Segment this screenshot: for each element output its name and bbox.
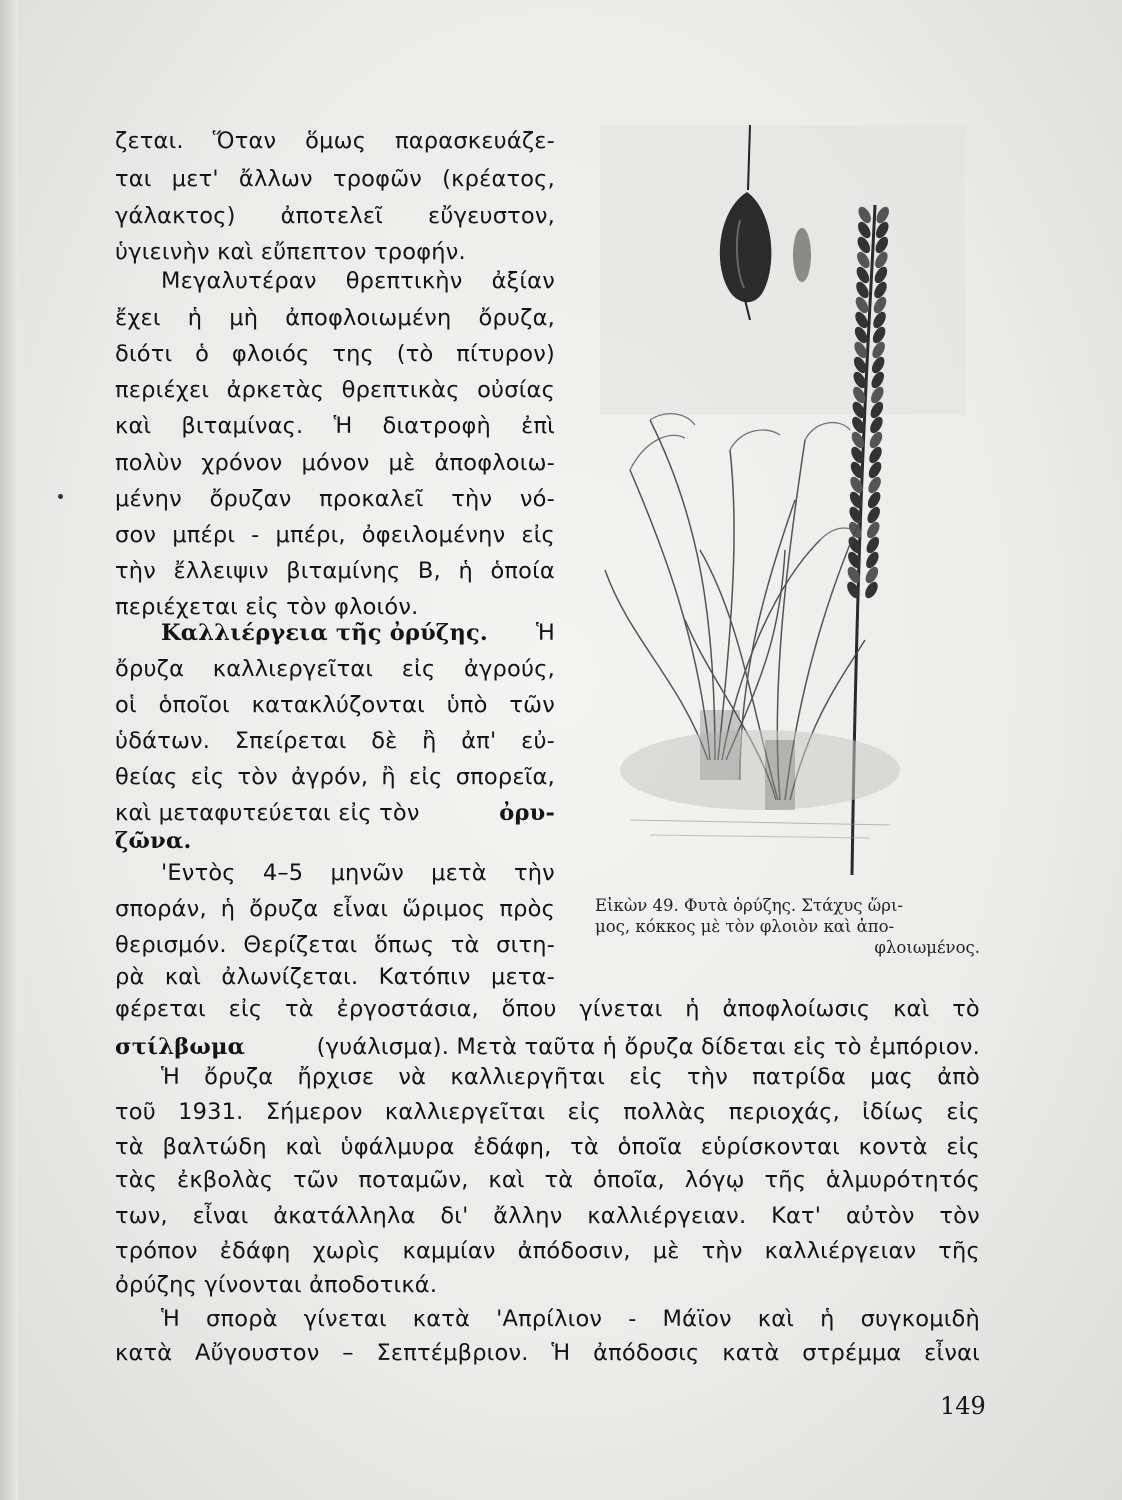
text-line: τὰς ἐκβολὰς τῶν ποταμῶν, καὶ τὰ ὁποῖα, λόγῳ τῆς ἁλμυρότητός [115, 1167, 980, 1193]
rice-ear-grain [863, 565, 881, 586]
section-heading-line [115, 620, 555, 646]
text-fragment: καὶ μεταφυτεύεται εἰς τὸν [115, 800, 420, 826]
bold-term: στίλβωμα [115, 1034, 246, 1060]
bold-term: ὀρυ- [499, 800, 555, 826]
text-line: Ἡ σπορὰ γίνεται κατὰ 'Απρίλιον - Μάϊον καὶ ἡ συγκομιδὴ [161, 1306, 980, 1332]
rice-ear-grain [867, 430, 885, 451]
text-line: ἔχει ἡ μὴ ἀποφλοιωμένη ὄρυζα, [115, 305, 555, 331]
text-line: ὑγιεινὴν καὶ εὔπεπτον τροφήν. [115, 239, 466, 265]
text-line: τοῦ 1931. Σήμερον καλλιεργεῖται εἰς πολλὰς περιοχάς, ἰδίως εἰς [115, 1099, 980, 1125]
text-line [115, 828, 192, 854]
text-fragment: Ἡ [536, 620, 555, 646]
text-line [115, 1034, 980, 1060]
rice-ear-grain [864, 520, 882, 541]
ink-speck [58, 494, 63, 499]
rice-ear-grain [866, 460, 884, 481]
page-number: 149 [940, 1392, 986, 1420]
figure-caption [595, 895, 980, 958]
rice-ear-grain [865, 490, 883, 511]
text-line: 'Εντὸς 4–5 μηνῶν μετὰ τὴν [161, 860, 555, 886]
text-line: των, εἶναι ἀκατάλληλα δι' ἄλλην καλλιέργειαν. Κατ' αὐτὸν τὸν [115, 1203, 980, 1229]
section-heading: Καλλιέργεια τῆς ὀρύζης. [161, 620, 488, 646]
rice-grain-hulled-icon [793, 228, 811, 282]
text-line: Μεγαλυτέραν θρεπτικὴν ἀξίαν [161, 268, 555, 294]
text-line: σποράν, ἡ ὄρυζα εἶναι ὥριμος πρὸς [115, 896, 555, 922]
caption-line: μος, κόκκος μὲ τὸν φλοιὸν καὶ ἀπο- [595, 917, 895, 936]
text-line: ὄρυζα καλλιεργεῖται εἰς ἀγρούς, [115, 656, 555, 682]
text-line: ὑδάτων. Σπείρεται δὲ ἢ ἀπ' εὐ- [115, 728, 555, 754]
rice-ear-grain [866, 475, 884, 496]
text-line: τὴν ἔλλειψιν βιταμίνης Β, ἡ ὁποία [115, 558, 555, 584]
text-line: μένην ὄρυζαν προκαλεῖ τὴν νό- [115, 486, 555, 512]
text-line: τὰ βαλτώδη καὶ ὑφάλμυρα ἐδάφη, τὰ ὁποῖα εὑρίσκονται κοντὰ εἰς [115, 1134, 980, 1160]
text-line: ζεται. Ὅταν ὅμως παρασκευάζε- [115, 128, 555, 154]
caption-line: φλοιωμένος. [874, 938, 980, 957]
rice-ear-grain [863, 580, 881, 601]
text-fragment: (γυάλισμα). Μετὰ ταῦτα ἡ ὄρυζα δίδεται εἰς τὸ ἐμπόριον. [316, 1034, 980, 1060]
text-line: ται μετ' ἄλλων τροφῶν (κρέατος, [115, 166, 555, 192]
text-line: περιέχει ἀρκετὰς θρεπτικὰς οὐσίας [115, 377, 555, 403]
rice-ear-grain [865, 505, 883, 526]
rice-ear-grain [864, 535, 882, 556]
page-gutter-shadow [0, 0, 18, 1500]
text-line: θερισμόν. Θερίζεται ὅπως τὰ σιτη- [115, 932, 555, 958]
text-line: κατὰ Αὔγουστον – Σεπτέμβριον. Ἡ ἀπόδοσις κατὰ στρέμμα εἶναι [115, 1340, 980, 1366]
text-line [115, 800, 555, 826]
rice-ear-grain [867, 445, 885, 466]
text-line: ρὰ καὶ ἀλωνίζεται. Κατόπιν μετα- [115, 964, 555, 990]
text-line: περιέχεται εἰς τὸν φλοιόν. [115, 594, 419, 620]
text-line: διότι ὁ φλοιός της (τὸ πίτυρον) [115, 341, 555, 367]
bold-term: ζῶνα. [115, 828, 192, 854]
text-line: τρόπον ἐδάφη χωρὶς καμμίαν ἀπόδοσιν, μὲ τὴν καλλιέργειαν τῆς [115, 1238, 980, 1264]
text-line: σον μπέρι - μπέρι, ὀφειλομένην εἰς [115, 522, 555, 548]
text-line: Ἡ ὄρυζα ἤρχισε νὰ καλλιεργῆται εἰς τὴν πατρίδα μας ἀπὸ [161, 1064, 980, 1090]
text-line: φέρεται εἰς τὰ ἐργοστάσια, ὅπου γίνεται ἡ ἀποφλοίωσις καὶ τὸ [115, 996, 980, 1022]
text-line: καὶ βιταμίνας. Ἡ διατροφὴ ἐπὶ [115, 413, 555, 439]
text-line: πολὺν χρόνον μόνον μὲ ἀποφλοιω- [115, 450, 555, 476]
text-line: οἱ ὁποῖοι κατακλύζονται ὑπὸ τῶν [115, 692, 555, 718]
text-line: γάλακτος) ἀποτελεῖ εὔγευστον, [115, 203, 555, 229]
text-line: θείας εἰς τὸν ἀγρόν, ἢ εἰς σπορεῖα, [115, 764, 555, 790]
rice-ear-grain [864, 550, 882, 571]
text-line: ὀρύζης γίνονται ἀποδοτικά. [115, 1272, 438, 1298]
rice-plant-illustration [590, 120, 985, 885]
caption-line: Εἰκὼν 49. Φυτὰ ὀρύζης. Στάχυς ὥρι- [595, 896, 903, 915]
rice-ear-grain [868, 415, 886, 436]
